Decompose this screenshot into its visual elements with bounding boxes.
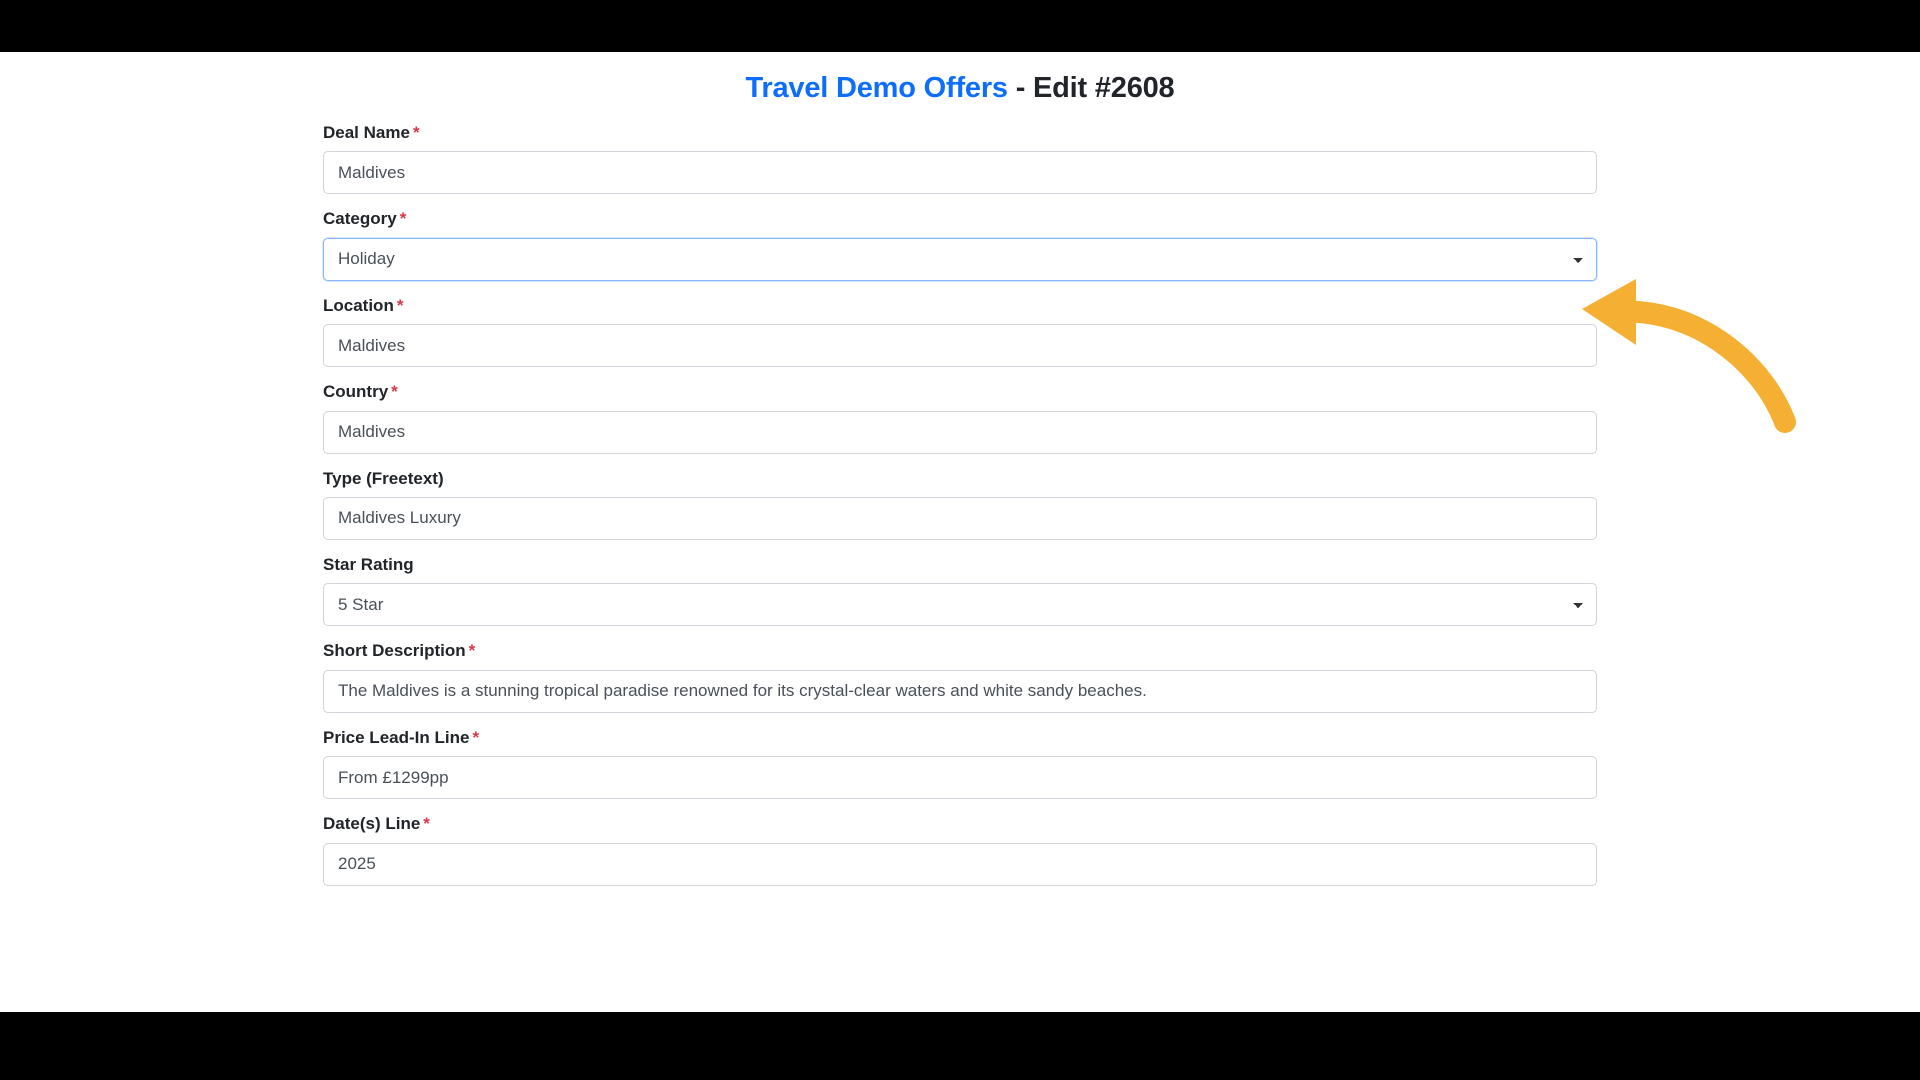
label-category: [323, 209, 1597, 229]
page-body: [0, 52, 1920, 1012]
select-category[interactable]: [323, 238, 1597, 281]
field-category: [323, 209, 1597, 280]
input-country[interactable]: [323, 411, 1597, 454]
field-deal-name: [323, 123, 1597, 194]
label-price-lead-in-line: [323, 728, 1597, 748]
label-location: [323, 296, 1597, 316]
label-short-description: [323, 641, 1597, 661]
field-dates-line: [323, 814, 1597, 885]
label-text-deal-name: Deal Name: [323, 123, 410, 142]
label-country: [323, 382, 1597, 402]
label-dates-line: [323, 814, 1597, 834]
curved-arrow-annotation: [1580, 277, 1800, 437]
page-title: [323, 52, 1597, 123]
required-marker-price-lead-in-line: *: [472, 727, 480, 747]
input-dates-line[interactable]: [323, 843, 1597, 886]
input-type-freetext[interactable]: [323, 497, 1597, 540]
required-marker-country: *: [391, 382, 398, 402]
field-star-rating: [323, 555, 1597, 626]
required-marker-location: *: [396, 295, 404, 315]
label-text-country: Country: [323, 382, 389, 402]
required-marker-short-description: *: [468, 641, 476, 661]
input-deal-name[interactable]: [323, 151, 1597, 194]
field-short-description: [323, 641, 1597, 712]
label-text-star-rating: Star Rating: [323, 554, 414, 574]
input-location[interactable]: [323, 324, 1597, 367]
field-country: [323, 382, 1597, 453]
field-location: [323, 296, 1597, 367]
required-marker-dates-line: *: [423, 814, 430, 834]
select-star-rating[interactable]: [323, 583, 1597, 626]
label-text-dates-line: Date(s) Line: [323, 814, 421, 834]
label-text-short-description: Short Description: [323, 641, 466, 661]
label-text-category: Category: [323, 209, 397, 229]
page-title-rest: - Edit #2608: [1007, 72, 1175, 104]
field-type-freetext: [323, 469, 1597, 540]
input-short-description[interactable]: [323, 670, 1597, 713]
required-marker-category: *: [399, 209, 407, 229]
input-price-lead-in-line[interactable]: [323, 756, 1597, 799]
label-text-type-freetext: Type (Freetext): [323, 468, 444, 488]
field-price-lead-in-line: [323, 728, 1597, 799]
label-type-freetext: [323, 469, 1597, 489]
label-star-rating: [323, 555, 1597, 575]
form-container: [323, 52, 1597, 901]
label-text-location: Location: [323, 295, 394, 315]
required-marker-deal-name: *: [412, 123, 420, 142]
label-deal-name: [323, 123, 1597, 143]
label-text-price-lead-in-line: Price Lead-In Line: [323, 727, 470, 747]
page-title-brand: Travel Demo Offers: [745, 72, 1008, 104]
